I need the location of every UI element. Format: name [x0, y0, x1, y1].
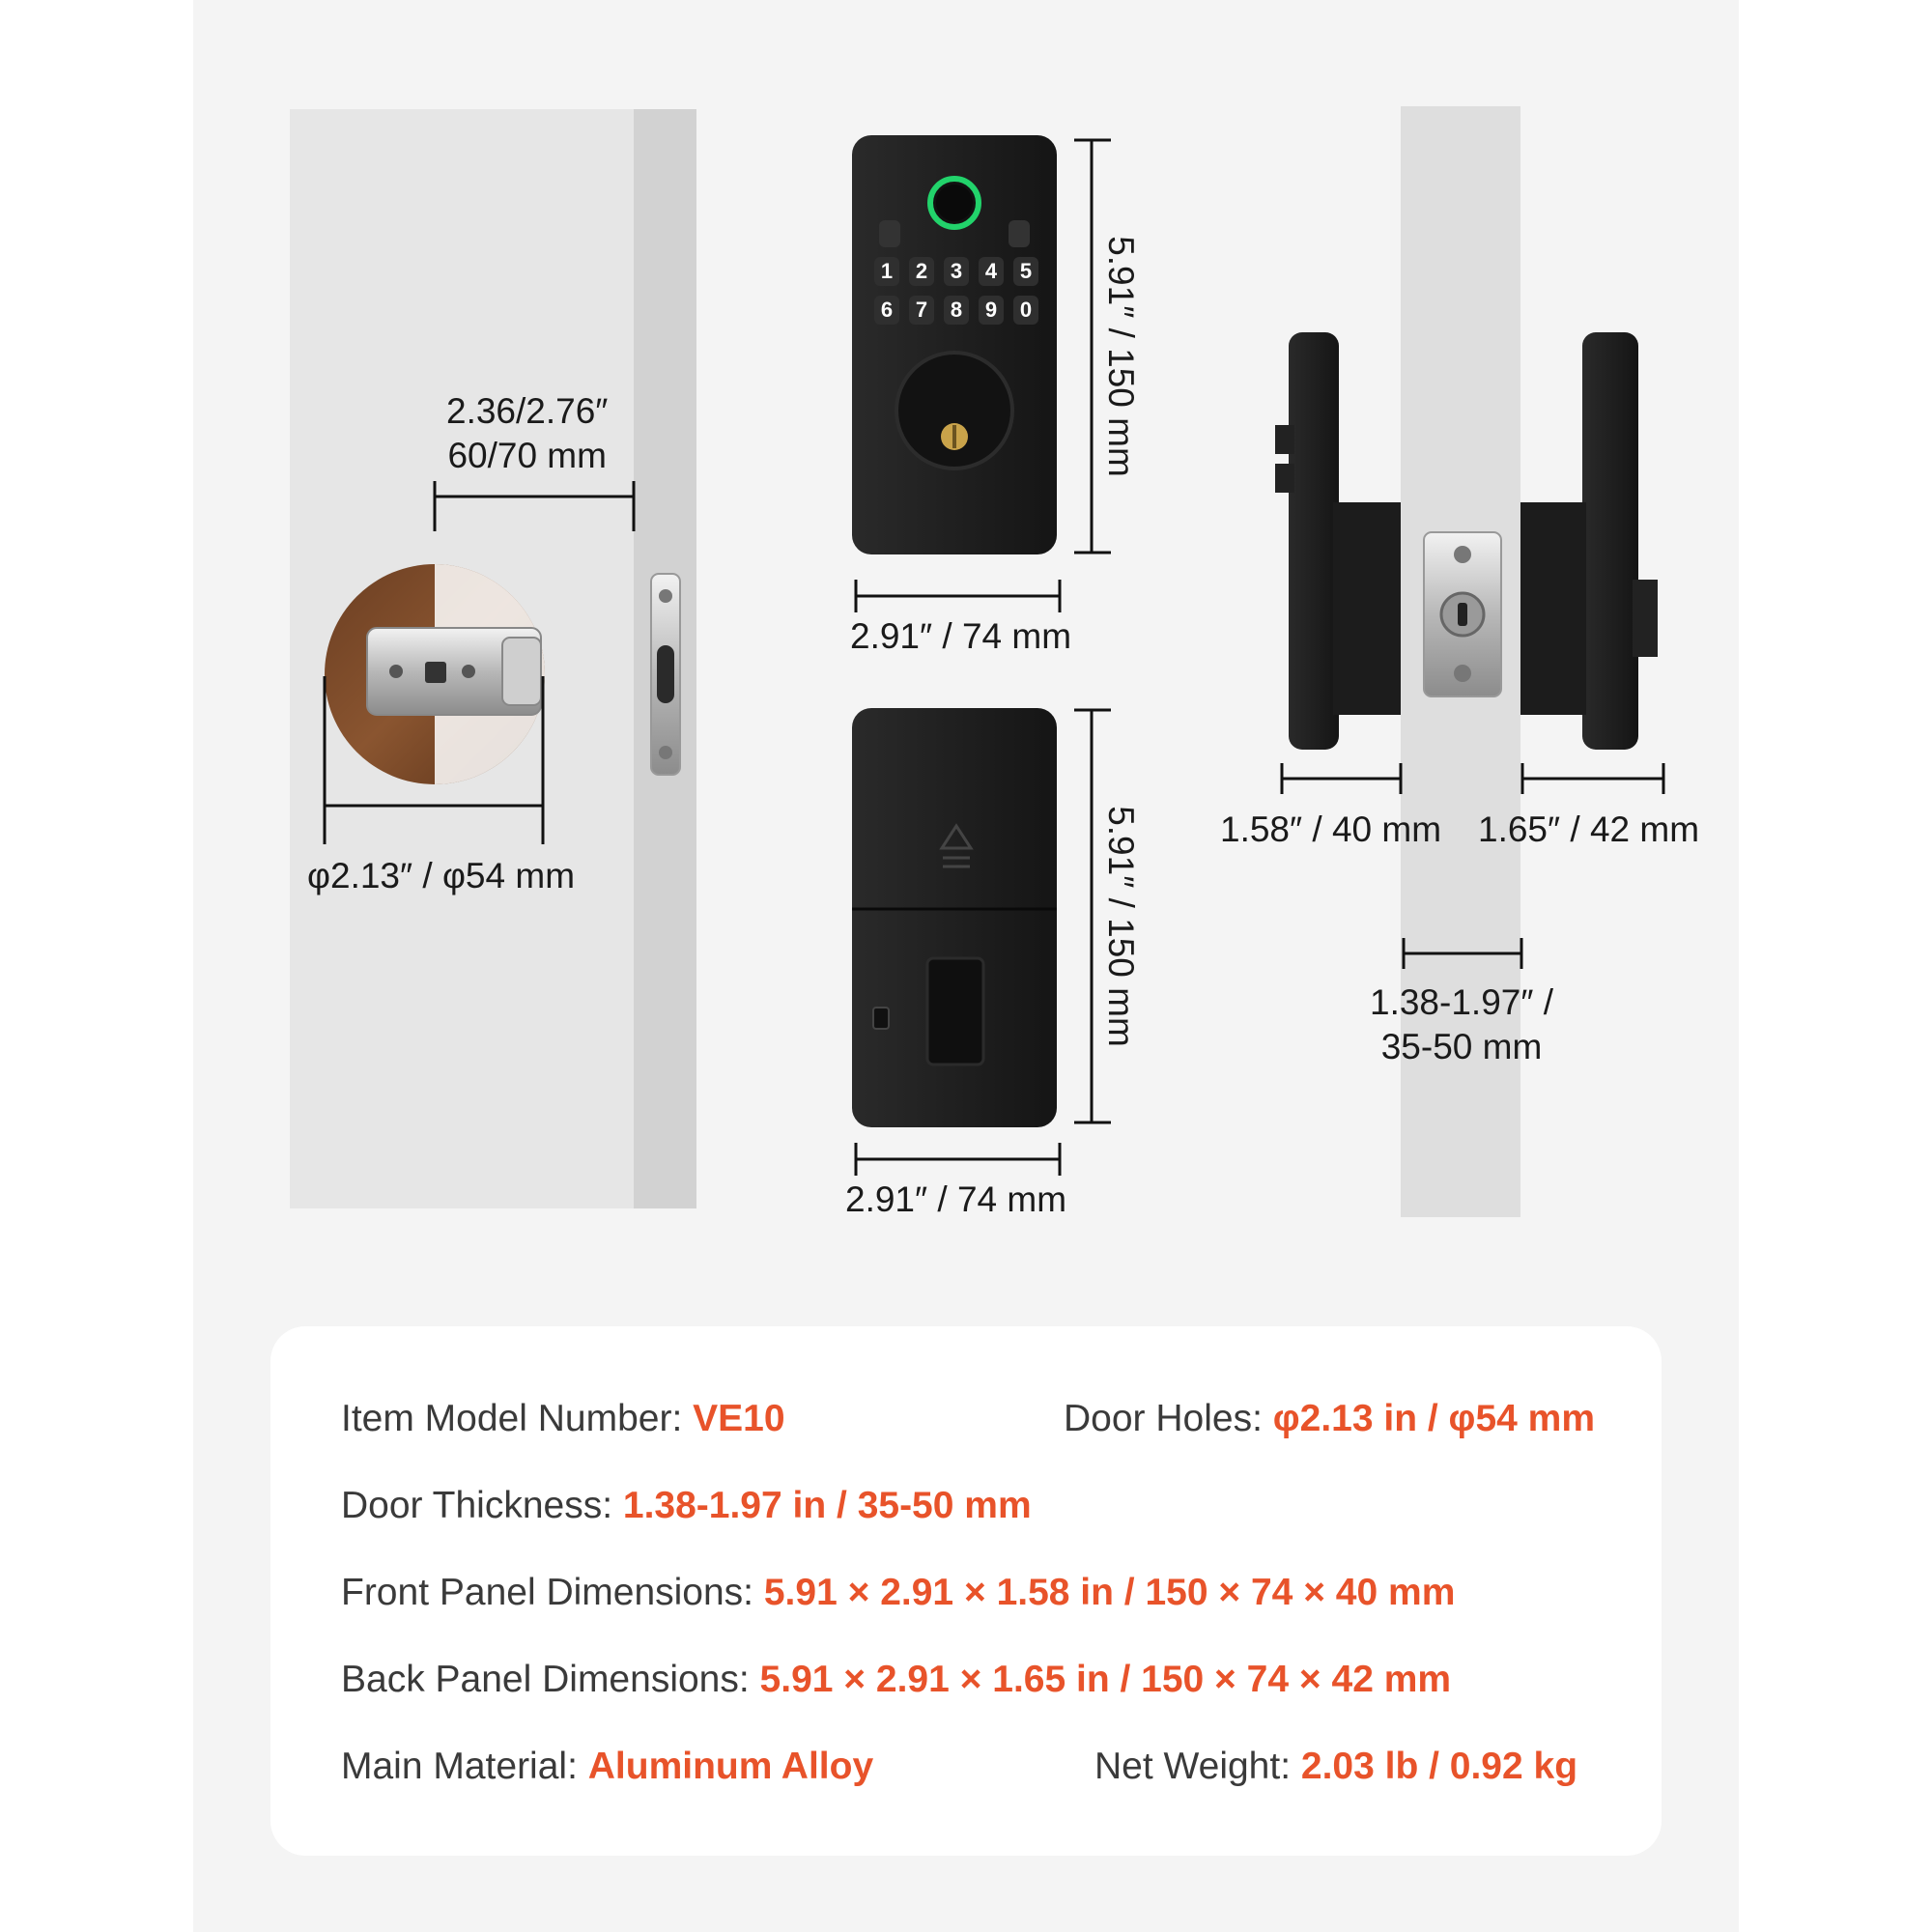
spec-door-thickness	[341, 1485, 1032, 1527]
front-panel-lock	[852, 135, 1057, 554]
spec-weight	[1094, 1746, 1577, 1788]
keypad-key: 5	[1013, 257, 1038, 286]
spec-material	[341, 1746, 873, 1788]
front-depth-label: 1.58″ / 40 mm	[1220, 810, 1442, 849]
keypad-key: 9	[979, 296, 1004, 325]
spec-label: Door Holes:	[1064, 1398, 1273, 1439]
spec-label: Front Panel Dimensions:	[341, 1572, 764, 1613]
spec-value: 5.91 × 2.91 × 1.65 in / 150 × 74 × 42 mm	[759, 1659, 1452, 1700]
spec-back-panel	[341, 1659, 1451, 1701]
keypad	[874, 257, 1038, 325]
keypad-key: 3	[944, 257, 969, 286]
spec-label: Item Model Number:	[341, 1398, 694, 1439]
spec-value: 1.38-1.97 in / 35-50 mm	[622, 1485, 1032, 1526]
spec-value: 2.03 lb / 0.92 kg	[1300, 1746, 1578, 1787]
spec-value: 5.91 × 2.91 × 1.58 in / 150 × 74 × 40 mm	[763, 1572, 1456, 1613]
keypad-key: 7	[909, 296, 934, 325]
door-hole-latch-image	[325, 564, 545, 784]
spec-model	[341, 1398, 785, 1440]
keypad-key: 6	[874, 296, 899, 325]
spec-value: φ2.13 in / φ54 mm	[1272, 1398, 1596, 1439]
spec-front-panel	[341, 1572, 1455, 1614]
back-panel-lock	[852, 708, 1057, 1127]
front-height-label: 5.91″ / 150 mm	[1101, 236, 1141, 477]
spec-value: VE10	[693, 1398, 785, 1439]
keypad-key: 4	[979, 257, 1004, 286]
spec-label: Back Panel Dimensions:	[341, 1659, 760, 1700]
spec-label: Net Weight:	[1094, 1746, 1301, 1787]
spec-value: Aluminum Alloy	[587, 1746, 874, 1787]
keypad-key: 8	[944, 296, 969, 325]
keypad-key: 2	[909, 257, 934, 286]
spec-label: Door Thickness:	[341, 1485, 623, 1526]
spec-door-holes	[1064, 1398, 1595, 1440]
door-hole-label: φ2.13″ / φ54 mm	[307, 856, 576, 895]
back-width-label: 2.91″ / 74 mm	[845, 1179, 1067, 1219]
keypad-key: 0	[1013, 296, 1038, 325]
spec-label: Main Material:	[341, 1746, 588, 1787]
door-thickness-label: 1.38-1.97″ / 35-50 mm	[1370, 982, 1554, 1067]
back-height-label: 5.91″ / 150 mm	[1101, 806, 1141, 1047]
keypad-key: 1	[874, 257, 899, 286]
back-depth-label: 1.65″ / 42 mm	[1478, 810, 1700, 849]
backset-label: 2.36/2.76″ 60/70 mm	[446, 391, 609, 476]
front-width-label: 2.91″ / 74 mm	[850, 616, 1072, 656]
